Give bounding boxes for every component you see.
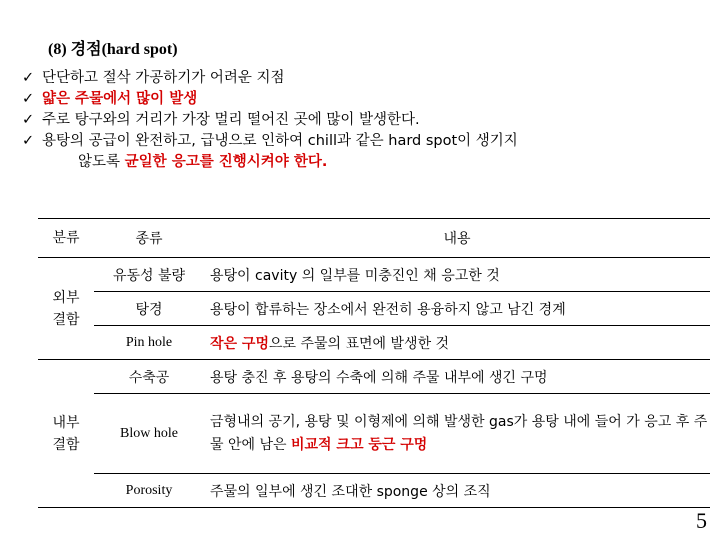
row-description xyxy=(204,326,710,360)
bullet-text: 단단하고 절삭 가공하기가 어려운 지점 xyxy=(42,70,285,86)
title-number: (8) xyxy=(48,41,71,58)
checkmark-icon: ✓ xyxy=(22,91,35,107)
bullet-text: 주로 탕구와의 거리가 가장 멀리 떨어진 곳에 많이 발생한다. xyxy=(42,112,420,128)
bullet-continuation xyxy=(22,152,702,173)
bullet-item xyxy=(22,110,702,131)
bullet-item xyxy=(22,89,702,110)
bullet-text-highlight: 얇은 주물에서 많이 발생 xyxy=(42,91,198,107)
row-description xyxy=(204,394,710,474)
slide-title xyxy=(48,36,178,59)
bullet-text: 용탕의 공급이 완전하고, 급냉으로 인하여 chill과 같은 hard spot이 생기지 xyxy=(42,133,518,149)
row-description: 용탕이 cavity 의 일부를 미충진인 채 응고한 것 xyxy=(204,258,710,292)
table-row xyxy=(38,258,710,292)
bullet-item xyxy=(22,68,702,89)
description-highlight: 작은 구멍 xyxy=(210,335,269,352)
page-number: 5 xyxy=(696,508,707,533)
row-kind: Porosity xyxy=(94,474,204,508)
bullet-list xyxy=(22,68,702,173)
row-kind: 유동성 불량 xyxy=(94,258,204,292)
title-korean: 경점 xyxy=(70,39,102,58)
row-description: 용탕이 합류하는 장소에서 완전히 용융하지 않고 남긴 경계 xyxy=(204,292,710,326)
group-inner-defect: 내부 결함 xyxy=(38,360,94,508)
bullet-item xyxy=(22,131,702,152)
checkmark-icon: ✓ xyxy=(22,133,35,149)
checkmark-icon: ✓ xyxy=(22,70,35,86)
table-row xyxy=(38,292,710,326)
group-outer-defect: 외부 결함 xyxy=(38,258,94,360)
table-header-row xyxy=(38,219,710,258)
table-row xyxy=(38,474,710,508)
header-category: 분류 xyxy=(38,219,94,258)
defect-table xyxy=(38,218,710,508)
description-text: 으로 주물의 표면에 발생한 것 xyxy=(268,335,450,352)
table-row xyxy=(38,394,710,474)
row-description: 용탕 충진 후 용탕의 수축에 의해 주물 내부에 생긴 구멍 xyxy=(204,360,710,394)
title-english: (hard spot) xyxy=(101,41,178,58)
description-text: 금형내의 공기, 용탕 및 이형제에 의해 발생한 gas가 용탕 내에 들어 가 응고 후 주물 안에 남은 xyxy=(210,413,708,453)
bullet-text: 않도록 xyxy=(78,154,125,170)
table-row xyxy=(38,360,710,394)
checkmark-icon: ✓ xyxy=(22,112,35,128)
row-kind: Blow hole xyxy=(94,394,204,474)
bullet-text-highlight: 균일한 응고를 진행시켜야 한다. xyxy=(124,154,328,170)
table-row xyxy=(38,326,710,360)
row-description: 주물의 일부에 생긴 조대한 sponge 상의 조직 xyxy=(204,474,710,508)
row-kind: 수축공 xyxy=(94,360,204,394)
description-highlight: 비교적 크고 둥근 구멍 xyxy=(290,436,428,453)
row-kind: 탕경 xyxy=(94,292,204,326)
row-kind: Pin hole xyxy=(94,326,204,360)
header-kind: 종류 xyxy=(94,219,204,258)
header-description: 내용 xyxy=(204,219,710,258)
